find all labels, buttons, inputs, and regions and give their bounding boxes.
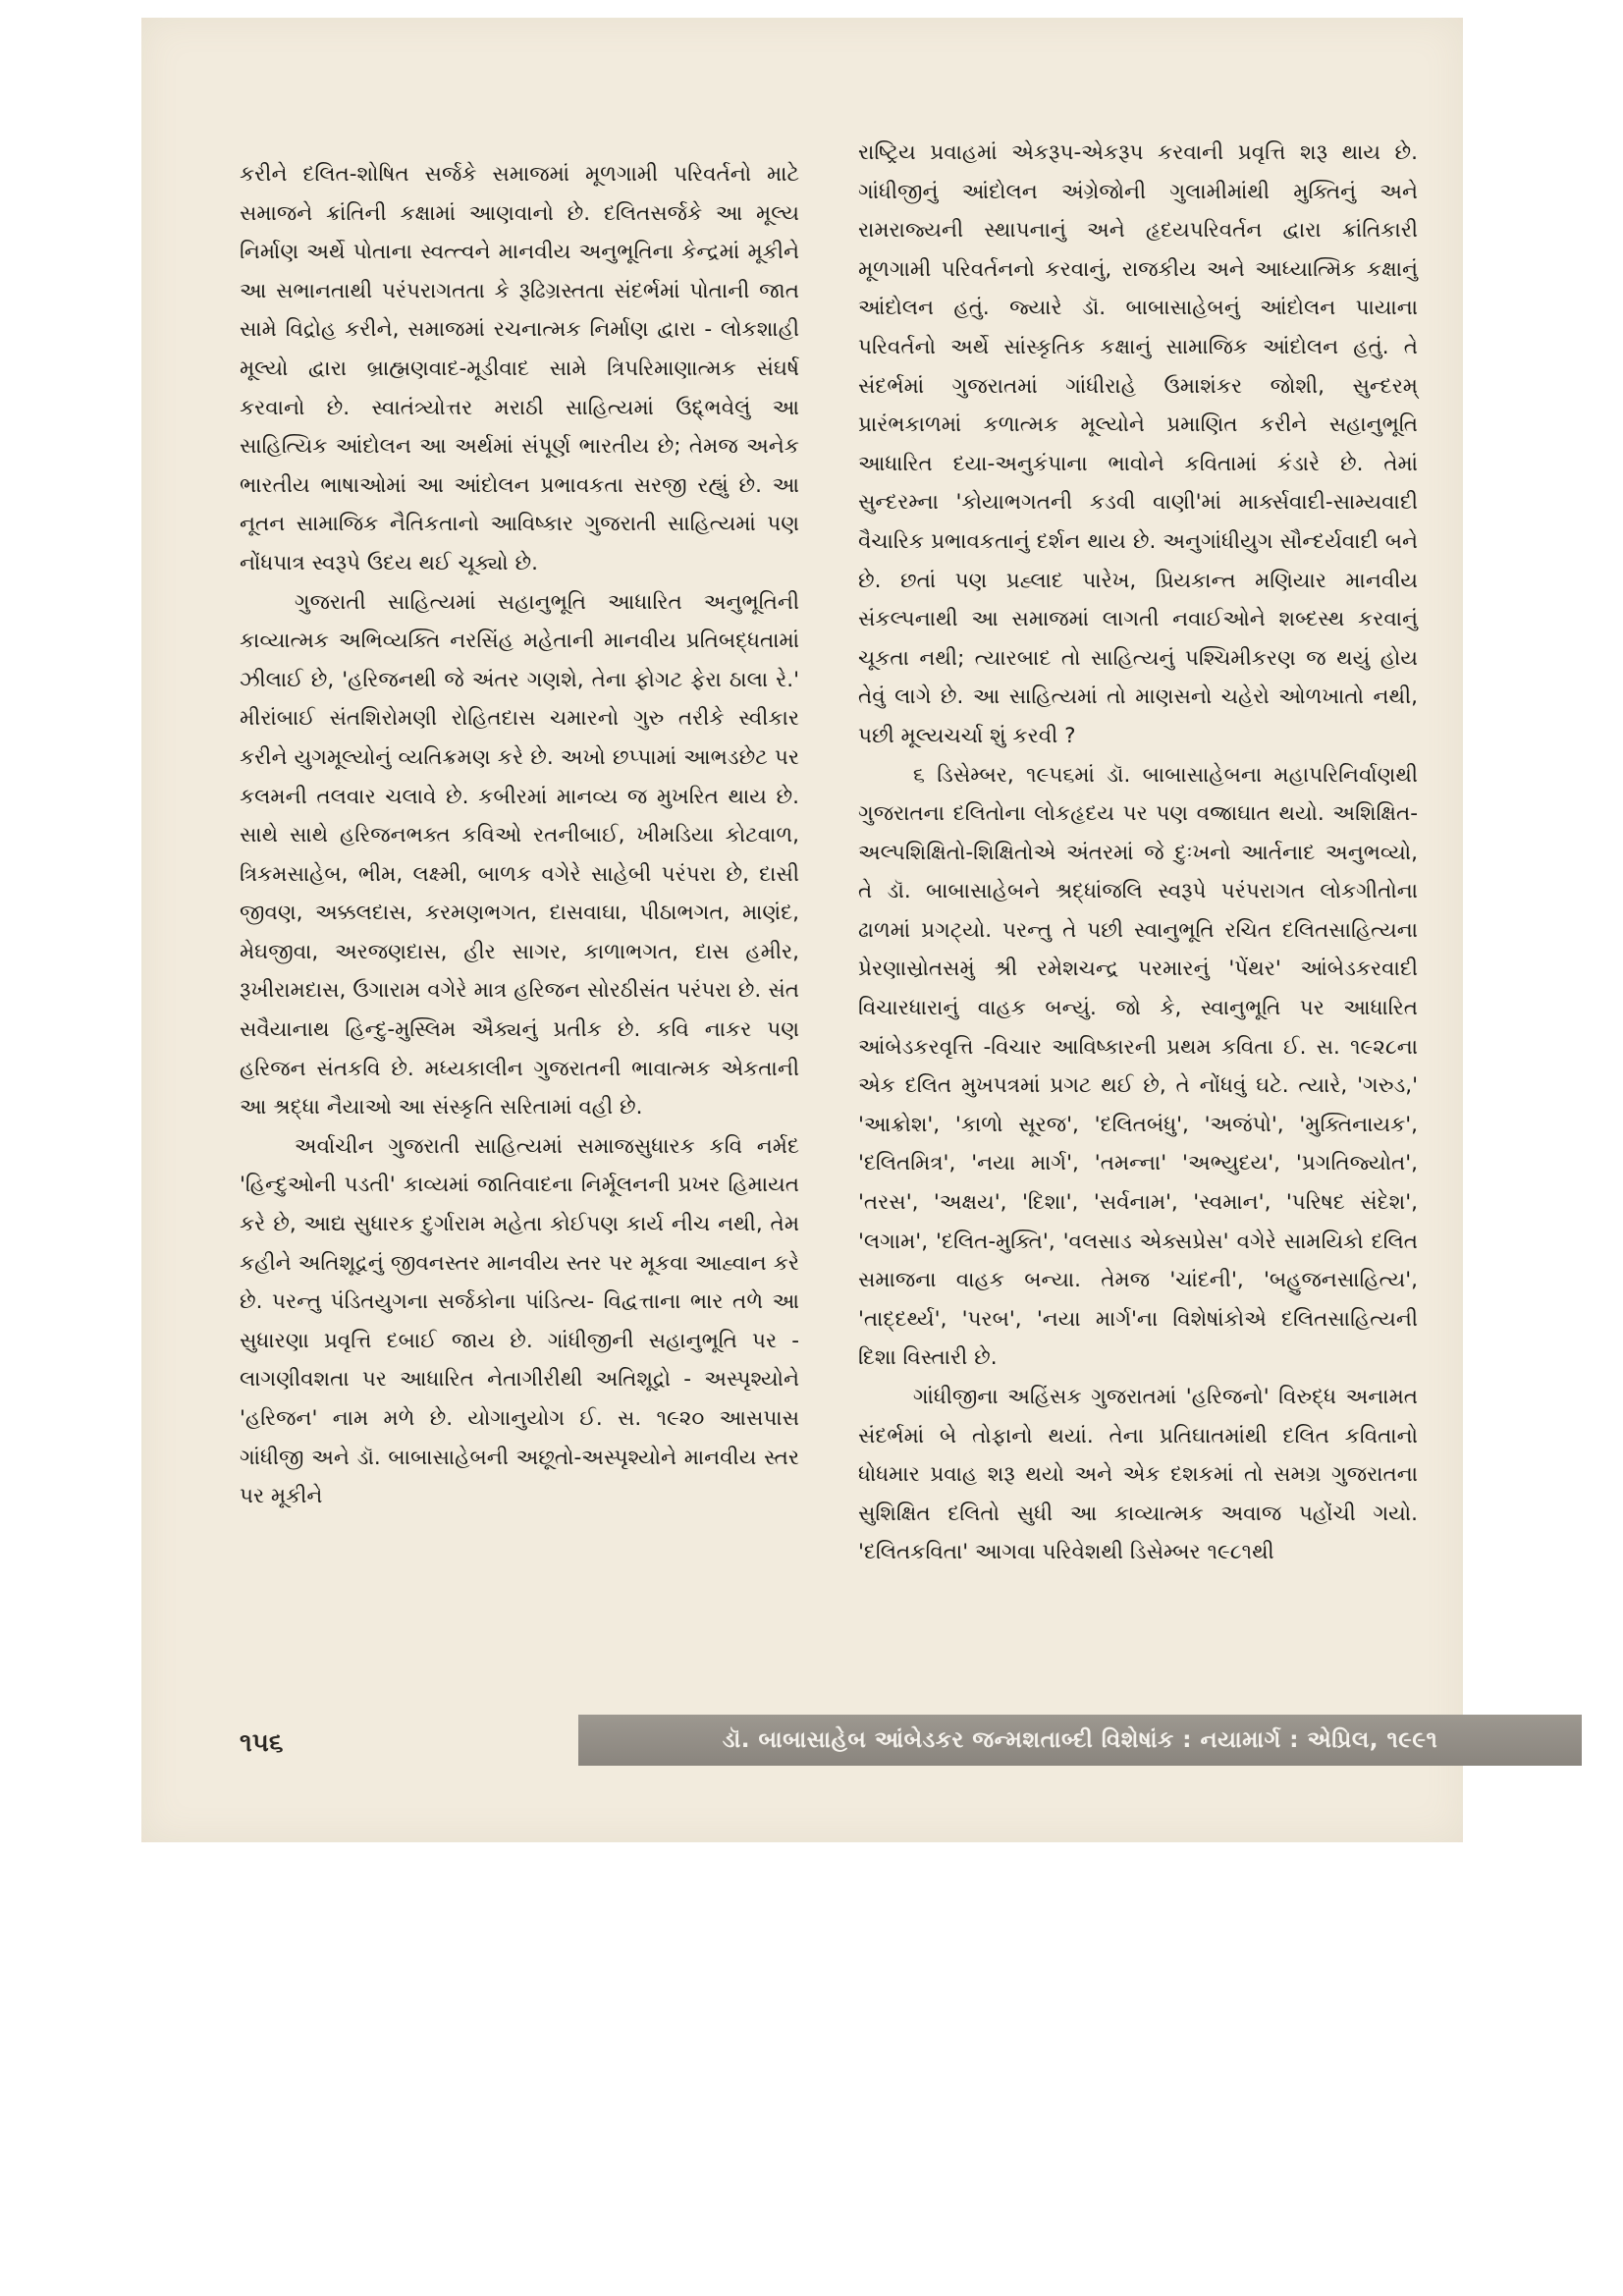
- left-paragraph-1: કરીને દલિત-શોષિત સર્જકે સમાજમાં મૂળગામી પરિવર્તનો માટે સમાજને ક્રાંતિની કક્ષામાં આણવાનો છે. દલિતસર્જકે આ મૂલ્ય નિર્માણ અર્થે પોતાના સ્વત્ત્વને માનવીય અનુભૂતિના કેન્દ્રમાં મૂકીને આ સભાનતાથી પરંપરાગતતા કે રૂઢિગ્રસ્તતા સંદર્ભમાં પોતાની જાત સામે વિદ્રોહ કરીને, સમાજમાં રચનાત્મક નિર્માણ દ્વારા - લોકશાહી મૂલ્યો દ્વારા બ્રાહ્મણવાદ-મૂડીવાદ સામે ત્રિપરિમાણાત્મક સંઘર્ષ કરવાનો છે. સ્વાતંત્ર્યોત્તર મરાઠી સાહિત્યમાં ઉદ્દ્ભવેલું આ સાહિત્યિક આંદોલન આ અર્થમાં સંપૂર્ણ ભારતીય છે; તેમજ અનેક ભારતીય ભાષાઓમાં આ આંદોલન પ્રભાવકતા સરજી રહ્યું છે. આ નૂતન સામાજિક નૈતિકતાનો આવિષ્કાર ગુજરાતી સાહિત્યમાં પણ નોંધપાત્ર સ્વરૂપે ઉદય થઈ ચૂક્યો છે.: [240, 162, 799, 575]
- right-paragraph-1: રાષ્ટ્રિય પ્રવાહમાં એકરૂપ-એકરૂપ કરવાની પ્રવૃત્તિ શરૂ થાય છે. ગાંધીજીનું આંદોલન અંગ્રેજોની ગુલામીમાંથી મુક્તિનું અને રામરાજ્યની સ્થાપનાનું અને હૃદયપરિવર્તન દ્વારા ક્રાંતિકારી મૂળગામી પરિવર્તનનો કરવાનું, રાજકીય અને આધ્યાત્મિક કક્ષાનું આંદોલન હતું. જ્યારે ડૉ. બાબાસાહેબનું આંદોલન પાયાના પરિવર્તનો અર્થે સાંસ્કૃતિક કક્ષાનું સામાજિક આંદોલન હતું. તે સંદર્ભમાં ગુજરાતમાં ગાંધીરાહે ઉમાશંકર જોશી, સુન્દરમ્ પ્રારંભકાળમાં કળાત્મક મૂલ્યોને પ્રમાણિત કરીને સહાનુભૂતિ આધારિત દયા-અનુકંપાના ભાવોને કવિતામાં કંડારે છે. તેમાં સુન્દરમ્ના 'કોયાભગતની કડવી વાણી'માં માર્ક્સવાદી-સામ્યવાદી વૈચારિક પ્રભાવકતાનું દર્શન થાય છે. અનુગાંધીયુગ સૌન્દર્યવાદી બને છે. છતાં પણ પ્રહ્લાદ પારેખ, પ્રિયકાન્ત મણિયાર માનવીય સંકલ્પનાથી આ સમાજમાં લાગતી નવાઈઓને શબ્દસ્થ કરવાનું ચૂકતા નથી; ત્યારબાદ તો સાહિત્યનું પશ્ચિમીકરણ જ થયું હોય તેવું લાગે છે. આ સાહિત્યમાં તો માણસનો ચહેરો ઓળખાતો નથી, પછી મૂલ્યચર્ચા શું કરવી ?: [858, 140, 1418, 748]
- right-paragraph-3: ગાંધીજીના અહિંસક ગુજરાતમાં 'હરિજનો' વિરુદ્ધ અનામત સંદર્ભમાં બે તોફાનો થયાં. તેના પ્રતિઘાતમાંથી દલિત કવિતાનો ધોધમાર પ્રવાહ શરૂ થયો અને એક દશકમાં તો સમગ્ર ગુજરાતના સુશિક્ષિત દલિતો સુધી આ કાવ્યાત્મક અવાજ પહોંચી ગયો. 'દલિતકવિતા' આગવા પરિવેશથી ડિસેમ્બર ૧૯૮૧થી: [858, 1385, 1418, 1565]
- page-number: ૧૫૬: [240, 1728, 284, 1758]
- left-column: [240, 155, 799, 1516]
- running-footer: ડૉ. બાબાસાહેબ આંબેડકર જન્મશતાબ્દી વિશેષાંક : નયામાર્ગ : એપ્રિલ, ૧૯૯૧: [578, 1715, 1582, 1766]
- left-paragraph-3: અર્વાચીન ગુજરાતી સાહિત્યમાં સમાજસુધારક કવિ નર્મદ 'હિન્દુઓની પડતી' કાવ્યમાં જાતિવાદના નિર્મૂલનની પ્રખર હિમાયત કરે છે, આદ્ય સુધારક દુર્ગારામ મહેતા કોઈપણ કાર્ય નીચ નથી, તેમ કહીને અતિશૂદ્રનું જીવનસ્તર માનવીય સ્તર પર મૂકવા આહ્વાન કરે છે. પરન્તુ પંડિતયુગના સર્જકોના પાંડિત્ય- વિદ્વત્તાના ભાર તળે આ સુધારણા પ્રવૃત્તિ દબાઈ જાય છે. ગાંધીજીની સહાનુભૂતિ પર - લાગણીવશતા પર આધારિત નેતાગીરીથી અતિશૂદ્રો - અસ્પૃશ્યોને 'હરિજન' નામ મળે છે. યોગાનુયોગ ઈ. સ. ૧૯૨૦ આસપાસ ગાંધીજી અને ડૉ. બાબાસાહેબની અછૂતો-અસ્પૃશ્યોને માનવીય સ્તર પર મૂકીને: [240, 1133, 799, 1509]
- left-paragraph-2: ગુજરાતી સાહિત્યમાં સહાનુભૂતિ આધારિત અનુભૂતિની કાવ્યાત્મક અભિવ્યક્તિ નરસિંહ મહેતાની માનવીય પ્રતિબદ્ધતામાં ઝીલાઈ છે, 'હરિજનથી જે અંતર ગણશે, તેના ફોગટ ફેરા ઠાલા રે.' મીરાંબાઈ સંતશિરોમણી રોહિતદાસ ચમારનો ગુરુ તરીકે સ્વીકાર કરીને યુગમૂલ્યોનું વ્યતિક્રમણ કરે છે. અખો છપ્પામાં આભડછેટ પર કલમની તલવાર ચલાવે છે. કબીરમાં માનવ્ય જ મુખરિત થાય છે. સાથે સાથે હરિજનભક્ત કવિઓ રતનીબાઈ, ખીમડિયા કોટવાળ, ત્રિકમસાહેબ, ભીમ, લક્ષ્મી, બાળક વગેરે સાહેબી પરંપરા છે, દાસી જીવણ, અક્કલદાસ, કરમણભગત, દાસવાઘા, પીઠાભગત, માણંદ, મેઘજીવા, અરજણદાસ, હીર સાગર, કાળાભગત, દાસ હમીર, રૂખીરામદાસ, ઉગારામ વગેરે માત્ર હરિજન સોરઠીસંત પરંપરા છે. સંત સવૈયાનાથ હિન્દુ-મુસ્લિમ ઐક્યનું પ્રતીક છે. કવિ નાકર પણ હરિજન સંતકવિ છે. મધ્યકાલીન ગુજરાતની ભાવાત્મક એકતાની આ શ્રદ્ધા નૈયાઓ આ સંસ્કૃતિ સરિતામાં વહી છે.: [240, 589, 799, 1121]
- right-column: [858, 134, 1418, 1572]
- right-paragraph-2: ૬ ડિસેમ્બર, ૧૯૫૬માં ડૉ. બાબાસાહેબના મહાપરિનિર્વાણથી ગુજરાતના દલિતોના લોકહૃદય પર પણ વજ્રાઘાત થયો. અશિક્ષિત-અલ્પશિક્ષિતો-શિક્ષિતોએ અંતરમાં જે દુઃખનો આર્તનાદ અનુભવ્યો, તે ડૉ. બાબાસાહેબને શ્રદ્ધાંજલિ સ્વરૂપે પરંપરાગત લોકગીતોના ઢાળમાં પ્રગટ્યો. પરન્તુ તે પછી સ્વાનુભૂતિ રચિત દલિતસાહિત્યના પ્રેરણાસ્રોતસમું શ્રી રમેશચન્દ્ર પરમારનું 'પેંથર' આંબેડકરવાદી વિચારધારાનું વાહક બન્યું. જો કે, સ્વાનુભૂતિ પર આધારિત આંબેડકરવૃત્તિ -વિચાર આવિષ્કારની પ્રથમ કવિતા ઈ. સ. ૧૯૨૮ના એક દલિત મુખપત્રમાં પ્રગટ થઈ છે, તે નોંધવું ઘટે. ત્યારે, 'ગરુડ,' 'આક્રોશ', 'કાળો સૂરજ', 'દલિતબંધુ', 'અજંપો', 'મુક્તિનાયક', 'દલિતમિત્ર', 'નયા માર્ગ', 'તમન્ના' 'અભ્યુદય', 'પ્રગતિજ્યોત', 'તરસ', 'અક્ષય', 'દિશા', 'સર્વનામ', 'સ્વમાન', 'પરિષદ સંદેશ', 'લગામ', 'દલિત-મુક્તિ', 'વલસાડ એક્સપ્રેસ' વગેરે સામયિકો દલિત સમાજના વાહક બન્યા. તેમજ 'ચાંદની', 'બહુજનસાહિત્ય', 'તાદ્દર્થ્ય', 'પરબ', 'નયા માર્ગ'ના વિશેષાંકોએ દલિતસાહિત્યની દિશા વિસ્તારી છે.: [858, 762, 1418, 1371]
- magazine-page: [141, 18, 1463, 1842]
